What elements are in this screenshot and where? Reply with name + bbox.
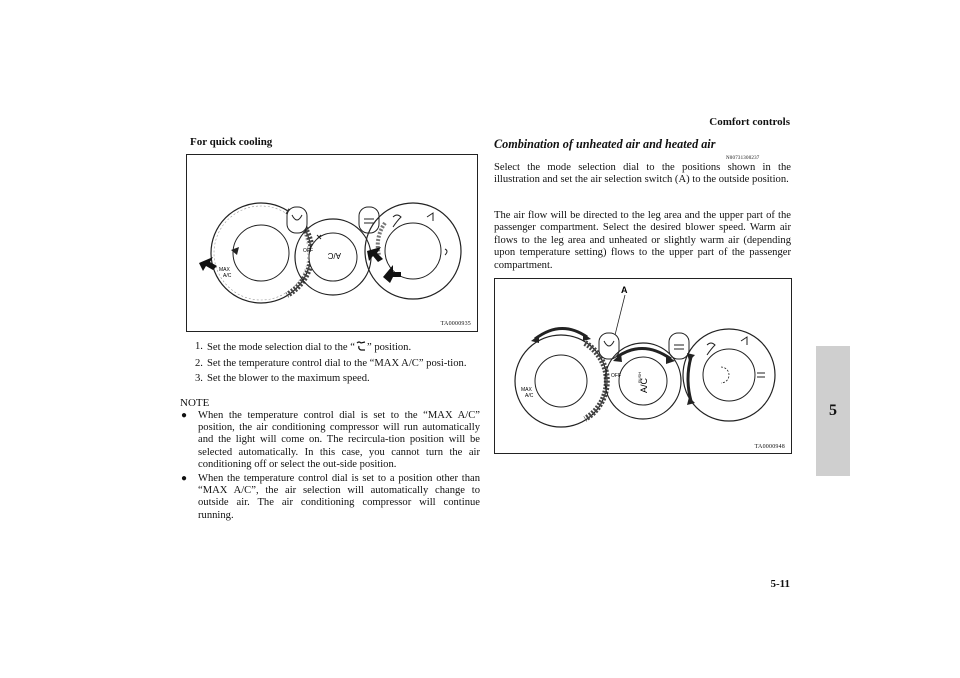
dial-label-ac: A/C <box>525 393 534 399</box>
step-number: 1. <box>195 341 203 352</box>
paragraph-air-flow: The air flow will be directed to the leg area and the upper part of the passenger compartment. Select the desired blower speed. Warm air flows to the leg area and unheated or slightly warm air (depending upon temperature setting) flows to the upper part of the passenger compartment. <box>494 210 791 271</box>
page-number: 5-11 <box>770 578 790 590</box>
dial-label-max: MAX <box>219 267 230 273</box>
step-number: 3. <box>195 372 203 384</box>
dial-label-off: OFF <box>611 373 621 379</box>
dial-label-off: OFF <box>303 248 313 254</box>
note-text: When the temperature control dial is set to a position other than “MAX A/C”, the air selection will automatically change to outside air. The air conditioning compressor will continue running. <box>198 473 480 521</box>
header-title: Comfort controls <box>709 116 790 128</box>
procedure-steps <box>190 341 480 388</box>
note-text: When the temperature control dial is set to the “MAX A/C” position, the air conditioning compressor will run automatically and the light will come on. The recircula-tion position will be selected automatically. In this case, you cannot turn the air conditioning off or select the out-side position. <box>198 410 480 470</box>
figure-code: TA0000935 <box>440 321 471 327</box>
ac-button-label: A/C <box>327 251 341 260</box>
note-item <box>180 473 480 522</box>
step-1 <box>190 341 480 355</box>
dial-label-ac: A/C <box>223 273 232 279</box>
note-list <box>180 410 480 524</box>
ac-button-label: A/C <box>639 377 649 393</box>
step-number: 2. <box>195 357 203 369</box>
figure-code: TA0000948 <box>754 444 785 450</box>
figure-quick-cooling <box>186 154 478 332</box>
section-heading-combination: Combination of unheated air and heated air <box>494 137 716 151</box>
reference-code: N00731300237 <box>726 156 760 161</box>
dial-label-max: MAX <box>521 387 532 393</box>
climate-control-panel-illustration <box>187 155 477 331</box>
section-heading-quick-cooling: For quick cooling <box>190 136 273 148</box>
step-text: Set the mode selection dial to the “ <box>207 342 355 354</box>
bullet-icon: ● <box>181 410 188 421</box>
bullet-icon: ● <box>181 473 188 485</box>
step-text-end: ” position. <box>366 342 412 354</box>
mode-face-foot-icon <box>355 341 367 354</box>
climate-control-panel-illustration <box>495 279 791 453</box>
step-text: Set the blower to the maximum speed. <box>207 372 370 384</box>
note-item <box>180 410 480 471</box>
note-label: NOTE <box>180 397 210 409</box>
step-2 <box>190 358 480 370</box>
paragraph-mode-selection: Select the mode selection dial to the positions shown in the illustration and set the air selection switch (A) to the outside position. <box>494 162 791 186</box>
push-label: PUSH <box>637 371 642 383</box>
callout-a: A <box>621 285 628 295</box>
figure-combination <box>494 278 792 454</box>
step-text: Set the temperature control dial to the “MAX A/C” posi-tion. <box>207 357 467 369</box>
step-3 <box>190 373 480 385</box>
chapter-tab: 5 <box>816 346 850 476</box>
